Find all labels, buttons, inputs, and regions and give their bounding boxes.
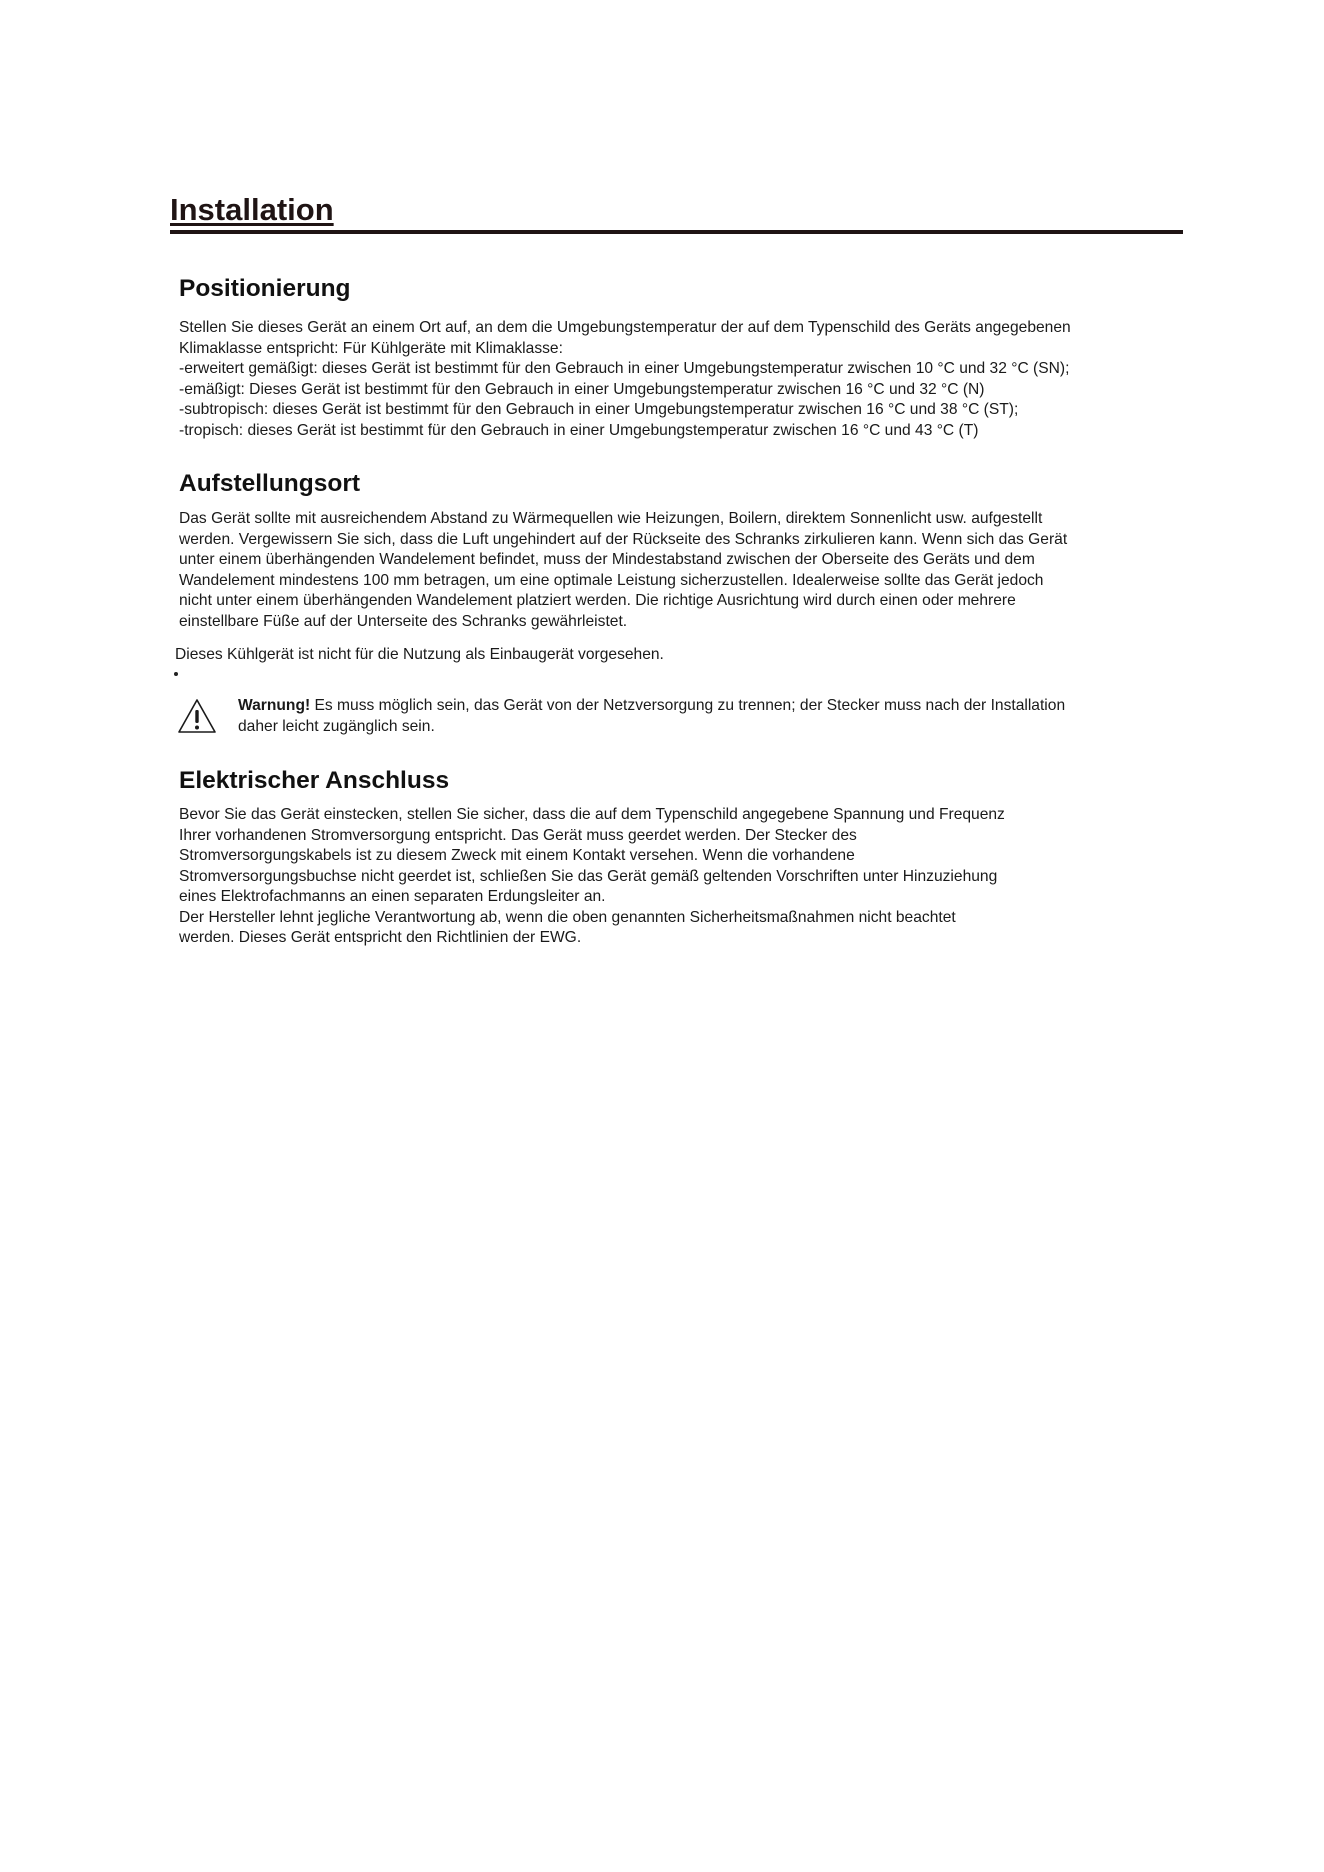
text-line: eines Elektrofachmanns an einen separaten Erdungsleiter an.: [179, 888, 606, 905]
warning-line: [238, 696, 1065, 717]
section-body-electrical: [179, 805, 1209, 949]
text-line: -tropisch: dieses Gerät ist bestimmt für den Gebrauch in einer Umgebungstemperatur zwischen 16 °C und 43 °C (T): [179, 421, 979, 439]
text-line: werden. Vergewissern Sie sich, dass die Luft ungehindert auf der Rückseite des Schranks zirkulieren kann. Wenn sich das Gerät: [179, 530, 1068, 548]
text-line: Das Gerät sollte mit ausreichendem Abstand zu Wärmequellen wie Heizungen, Boilern, direktem Sonnenlicht usw. aufgestellt: [179, 510, 1043, 527]
warning-label: Warnung!: [238, 697, 311, 714]
page-title: Installation: [170, 192, 334, 227]
text-line: Stellen Sie dieses Gerät an einem Ort auf, an dem die Umgebungstemperatur der auf dem Typenschild des Geräts angegebenen: [179, 319, 1071, 336]
warning-message: [238, 696, 1065, 737]
bullet-dot: [174, 672, 178, 676]
text-line: -erweitert gemäßigt: dieses Gerät ist bestimmt für den Gebrauch in einer Umgebungstemperatur zwischen 10 °C und 32 °C (SN);: [179, 360, 1070, 377]
page-title-rule: [170, 190, 1183, 234]
text-line: -emäßigt: Dieses Gerät ist bestimmt für den Gebrauch in einer Umgebungstemperatur zwischen 16 °C und 32 °C (N): [179, 380, 985, 398]
warning-line-1: Es muss möglich sein, das Gerät von der Netzversorgung zu trennen; der Stecker muss nach der Installation: [310, 697, 1066, 714]
text-line: einstellbare Füße auf der Unterseite des Schranks gewährleistet.: [179, 612, 628, 630]
text-line: -subtropisch: dieses Gerät ist bestimmt für den Gebrauch in einer Umgebungstemperatur zwischen 16 °C und 38 °C (ST);: [179, 401, 1019, 418]
section-heading-electrical: Elektrischer Anschluss: [179, 767, 450, 794]
built-in-note: Dieses Kühlgerät ist nicht für die Nutzung als Einbaugerät vorgesehen.: [175, 646, 664, 663]
warning-triangle-icon: [177, 698, 217, 734]
text-line: unter einem überhängenden Wandelement befindet, muss der Mindestabstand zwischen der Oberseite des Geräts und dem: [179, 551, 1035, 568]
text-line: Stromversorgungsbuchse nicht geerdet ist, schließen Sie das Gerät gemäß geltenden Vorschriften unter Hinzuziehung: [179, 867, 998, 885]
text-line: werden. Dieses Gerät entspricht den Richtlinien der EWG.: [179, 929, 582, 946]
section-body-location: [179, 509, 1209, 632]
text-line: Stromversorgungskabels ist zu diesem Zweck mit einem Kontakt versehen. Wenn die vorhandene: [179, 847, 855, 864]
text-line: Bevor Sie das Gerät einstecken, stellen Sie sicher, dass die auf dem Typenschild angegebene Spannung und Frequenz: [179, 806, 1005, 823]
warning-line-2: daher leicht zugänglich sein.: [238, 717, 435, 735]
text-line: Ihrer vorhandenen Stromversorgung entspricht. Das Gerät muss geerdet werden. Der Stecker des: [179, 826, 857, 844]
section-heading-positioning: Positionierung: [179, 275, 351, 302]
text-line: Der Hersteller lehnt jegliche Verantwortung ab, wenn die oben genannten Sicherheitsmaßnahmen nicht beachtet: [179, 908, 956, 926]
text-line: nicht unter einem überhängenden Wandelement platziert werden. Die richtige Ausrichtung wird durch einen oder mehrere: [179, 592, 1016, 609]
text-line: Klimaklasse entspricht: Für Kühlgeräte mit Klimaklasse:: [179, 339, 563, 357]
text-line: Wandelement mindestens 100 mm betragen, um eine optimale Leistung sicherzustellen. Idealerweise sollte das Gerät jedoch: [179, 571, 1044, 589]
section-heading-location: Aufstellungsort: [179, 470, 361, 497]
section-body-positioning: [179, 318, 1209, 441]
